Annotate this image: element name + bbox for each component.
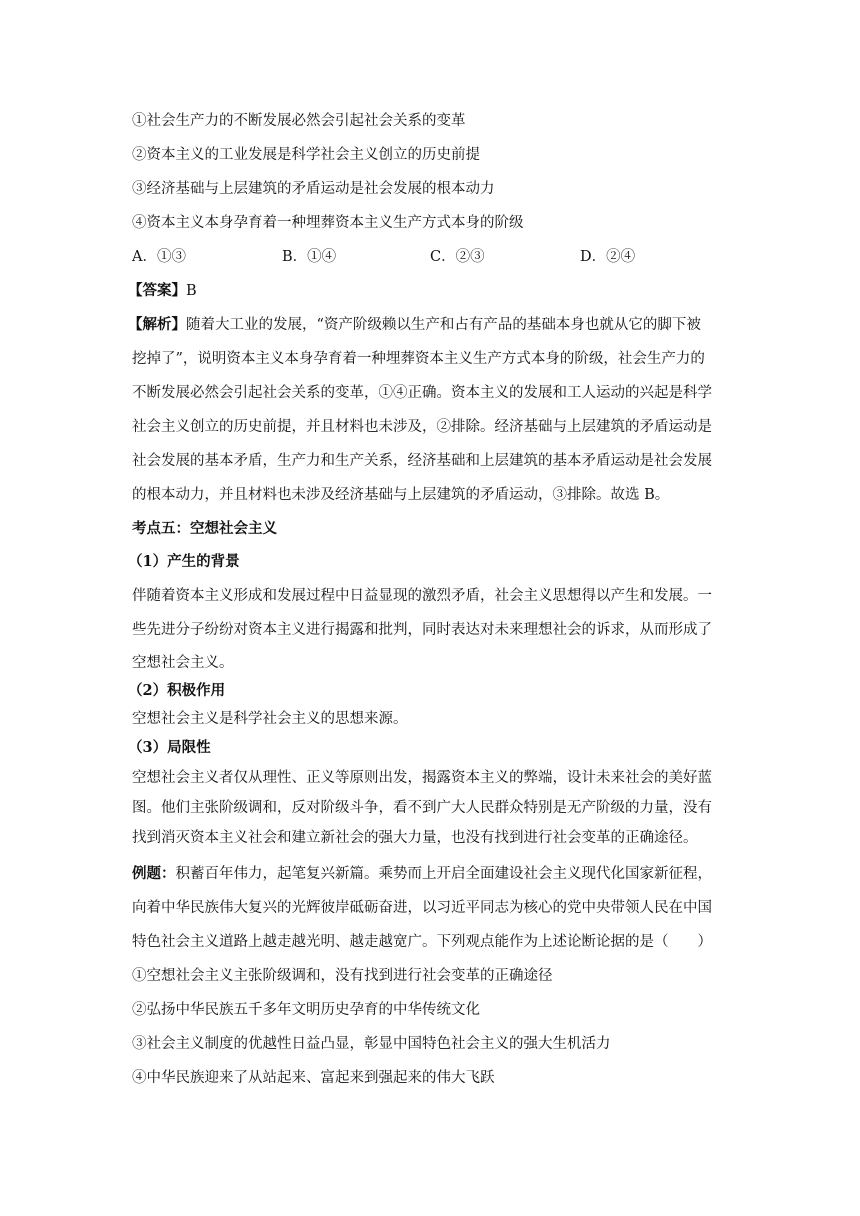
heading-limitations: （3）局限性 xyxy=(128,739,211,756)
example-line-3: 特色社会主义道路上越走越光明、越走越宽广。下列观点能作为上述论断论据的是（ ） xyxy=(132,934,712,950)
analysis-line-4: 社会主义创立的历史前提，并且材料也未涉及，②排除。经济基础与上层建筑的矛盾运动是 xyxy=(132,419,712,435)
background-line-3: 空想社会主义。 xyxy=(132,655,234,671)
q1-statement-4: ④资本主义本身孕育着一种埋葬资本主义生产方式本身的阶级 xyxy=(132,215,524,231)
option-d: D．②④ xyxy=(580,249,636,265)
analysis-line-3: 不断发展必然会引起社会关系的变革，①④正确。资本主义的发展和工人运动的兴起是科学 xyxy=(132,385,712,401)
answer-label: 【答案】 xyxy=(128,282,186,299)
answer-line xyxy=(128,281,197,301)
positive-role-text: 空想社会主义是科学社会主义的思想来源。 xyxy=(132,711,408,727)
analysis-line-5: 社会发展的基本矛盾，生产力和生产关系，经济基础和上层建筑的基本矛盾运动是社会发展 xyxy=(132,453,712,469)
limitations-line-1: 空想社会主义者仅从理性、正义等原则出发，揭露资本主义的弊端，设计未来社会的美好蓝 xyxy=(132,770,712,786)
example-label: 例题： xyxy=(132,865,176,882)
background-line-1: 伴随着资本主义形成和发展过程中日益显现的激烈矛盾，社会主义思想得以产生和发展。一 xyxy=(132,588,712,604)
option-b: B．①④ xyxy=(282,249,337,265)
q1-statement-3: ③经济基础与上层建筑的矛盾运动是社会发展的根本动力 xyxy=(132,181,495,197)
limitations-line-3: 找到消灭资本主义社会和建立新社会的强大力量，也没有找到进行社会变革的正确途径。 xyxy=(132,830,698,846)
q1-statement-1: ①社会生产力的不断发展必然会引起社会关系的变革 xyxy=(132,113,466,129)
example-statement-3: ③社会主义制度的优越性日益凸显，彰显中国特色社会主义的强大生机活力 xyxy=(132,1036,611,1052)
example-text-1: 积蓄百年伟力，起笔复兴新篇。乘势而上开启全面建设社会主义现代化国家新征程， xyxy=(175,866,712,882)
option-a: A．①③ xyxy=(132,249,186,265)
answer-value: B xyxy=(186,283,197,299)
analysis-line-2: 挖掉了”，说明资本主义本身孕育着一种埋葬资本主义生产方式本身的阶级，社会生产力的 xyxy=(132,351,705,367)
option-c: C．②③ xyxy=(430,249,485,265)
analysis-label: 【解析】 xyxy=(128,316,186,333)
heading-positive-role: （2）积极作用 xyxy=(128,682,226,699)
example-line-1 xyxy=(132,864,712,884)
example-statement-1: ①空想社会主义主张阶级调和，没有找到进行社会变革的正确途径 xyxy=(132,968,553,984)
q1-options xyxy=(132,247,732,267)
limitations-line-2: 图。他们主张阶级调和，反对阶级斗争，看不到广大人民群众特别是无产阶级的力量，没有 xyxy=(132,800,712,816)
analysis-text-1: 随着大工业的发展，“资产阶级赖以生产和占有产品的基础本身也就从它的脚下被 xyxy=(186,317,701,333)
example-statement-4: ④中华民族迎来了从站起来、富起来到强起来的伟大飞跃 xyxy=(132,1070,495,1086)
example-line-2: 向着中华民族伟大复兴的光辉彼岸砥砺奋进，以习近平同志为核心的党中央带领人民在中国 xyxy=(132,900,712,916)
background-line-2: 些先进分子纷纷对资本主义进行揭露和批判，同时表达对未来理想社会的诉求，从而形成了 xyxy=(132,622,712,638)
section-title: 考点五：空想社会主义 xyxy=(132,520,277,537)
example-statement-2: ②弘扬中华民族五千多年文明历史孕育的中华传统文化 xyxy=(132,1002,480,1018)
q1-statement-2: ②资本主义的工业发展是科学社会主义创立的历史前提 xyxy=(132,147,480,163)
heading-background: （1）产生的背景 xyxy=(128,553,240,570)
analysis-line-1 xyxy=(128,315,701,335)
analysis-line-6: 的根本动力，并且材料也未涉及经济基础与上层建筑的矛盾运动，③排除。故选 B。 xyxy=(132,487,670,503)
